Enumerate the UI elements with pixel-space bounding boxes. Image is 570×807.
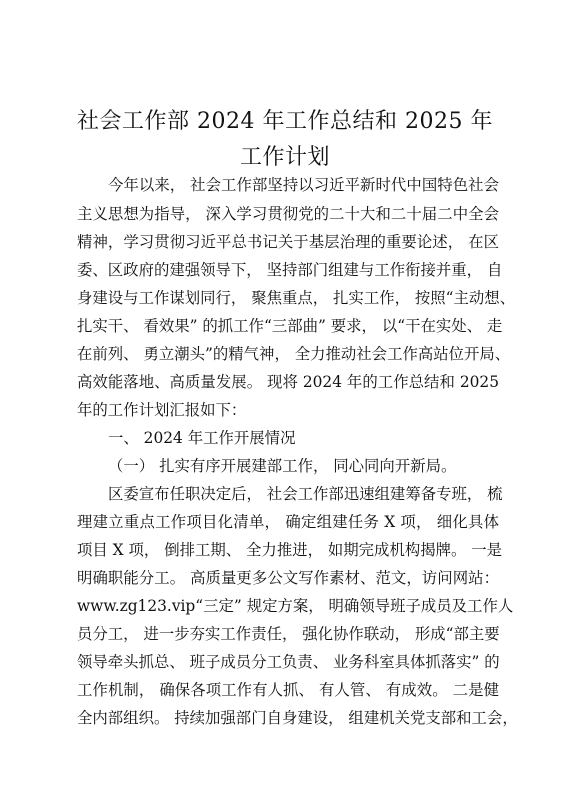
paragraph-line: 全内部组织。 持续加强部门自身建设， 组建机关党支部和工会， <box>77 709 518 727</box>
paragraph-line: 领导牵头抓总、 班子成员分工负责、 业务科室具体抓落实” 的 <box>77 653 500 671</box>
paragraph-line: 明确职能分工。 高质量更多公文写作素材、范文，访问网站： <box>77 569 499 587</box>
document-title-line-1: 社会工作部 2024 年工作总结和 2025 年 <box>77 109 493 134</box>
paragraph-line: 今年以来， 社会工作部坚持以习近平新时代中国特色社会 <box>108 176 499 194</box>
paragraph-line: 精神，学习贯彻习近平总书记关于基层治理的重要论述， 在区 <box>77 233 499 251</box>
paragraph-line: 在前列、 勇立潮头”的精气神， 全力推动社会工作高站位开局、 <box>77 345 511 363</box>
paragraph-line: 年的工作计划汇报如下： <box>77 401 247 419</box>
paragraph-line: 项目 X 项， 倒排工期、 全力推进， 如期完成机构揭牌。 一是 <box>77 541 503 559</box>
subsection-heading: （一） 扎实有序开展建部工作， 同心同向开新局。 <box>108 457 457 475</box>
paragraph-line: 扎实干、 看效果” 的抓工作“三部曲” 要求， 以“干在实处、 走 <box>77 317 503 335</box>
paragraph-line: 理建立重点工作项目化清单， 确定组建任务 X 项， 细化具体 <box>77 513 499 531</box>
paragraph-line: 员分工， 进一步夯实工作责任， 强化协作联动， 形成“部主要 <box>77 625 500 643</box>
paragraph-line: 主义思想为指导， 深入学习贯彻党的二十大和二十届二中全会 <box>77 205 499 223</box>
paragraph-line: 工作机制， 确保各项工作有人抓、 有人管、 有成效。 二是健 <box>77 681 499 699</box>
document-title-line-2: 工作计划 <box>239 145 330 170</box>
paragraph-line: 区委宣布任职决定后， 社会工作部迅速组建筹备专班， 梳 <box>108 485 503 503</box>
section-heading: 一、 2024 年工作开展情况 <box>108 429 296 447</box>
paragraph-line: www.zg123.vip“三定” 规定方案， 明确领导班子成员及工作人 <box>77 597 514 615</box>
paragraph-line: 身建设与工作谋划同行， 聚焦重点， 扎实工作， 按照“主动想、 <box>77 289 516 307</box>
paragraph-line: 委、区政府的建强领导下， 坚持部门组建与工作衔接并重， 自 <box>77 261 503 279</box>
paragraph-line: 高效能落地、高质量发展。 现将 2024 年的工作总结和 2025 <box>77 373 499 391</box>
